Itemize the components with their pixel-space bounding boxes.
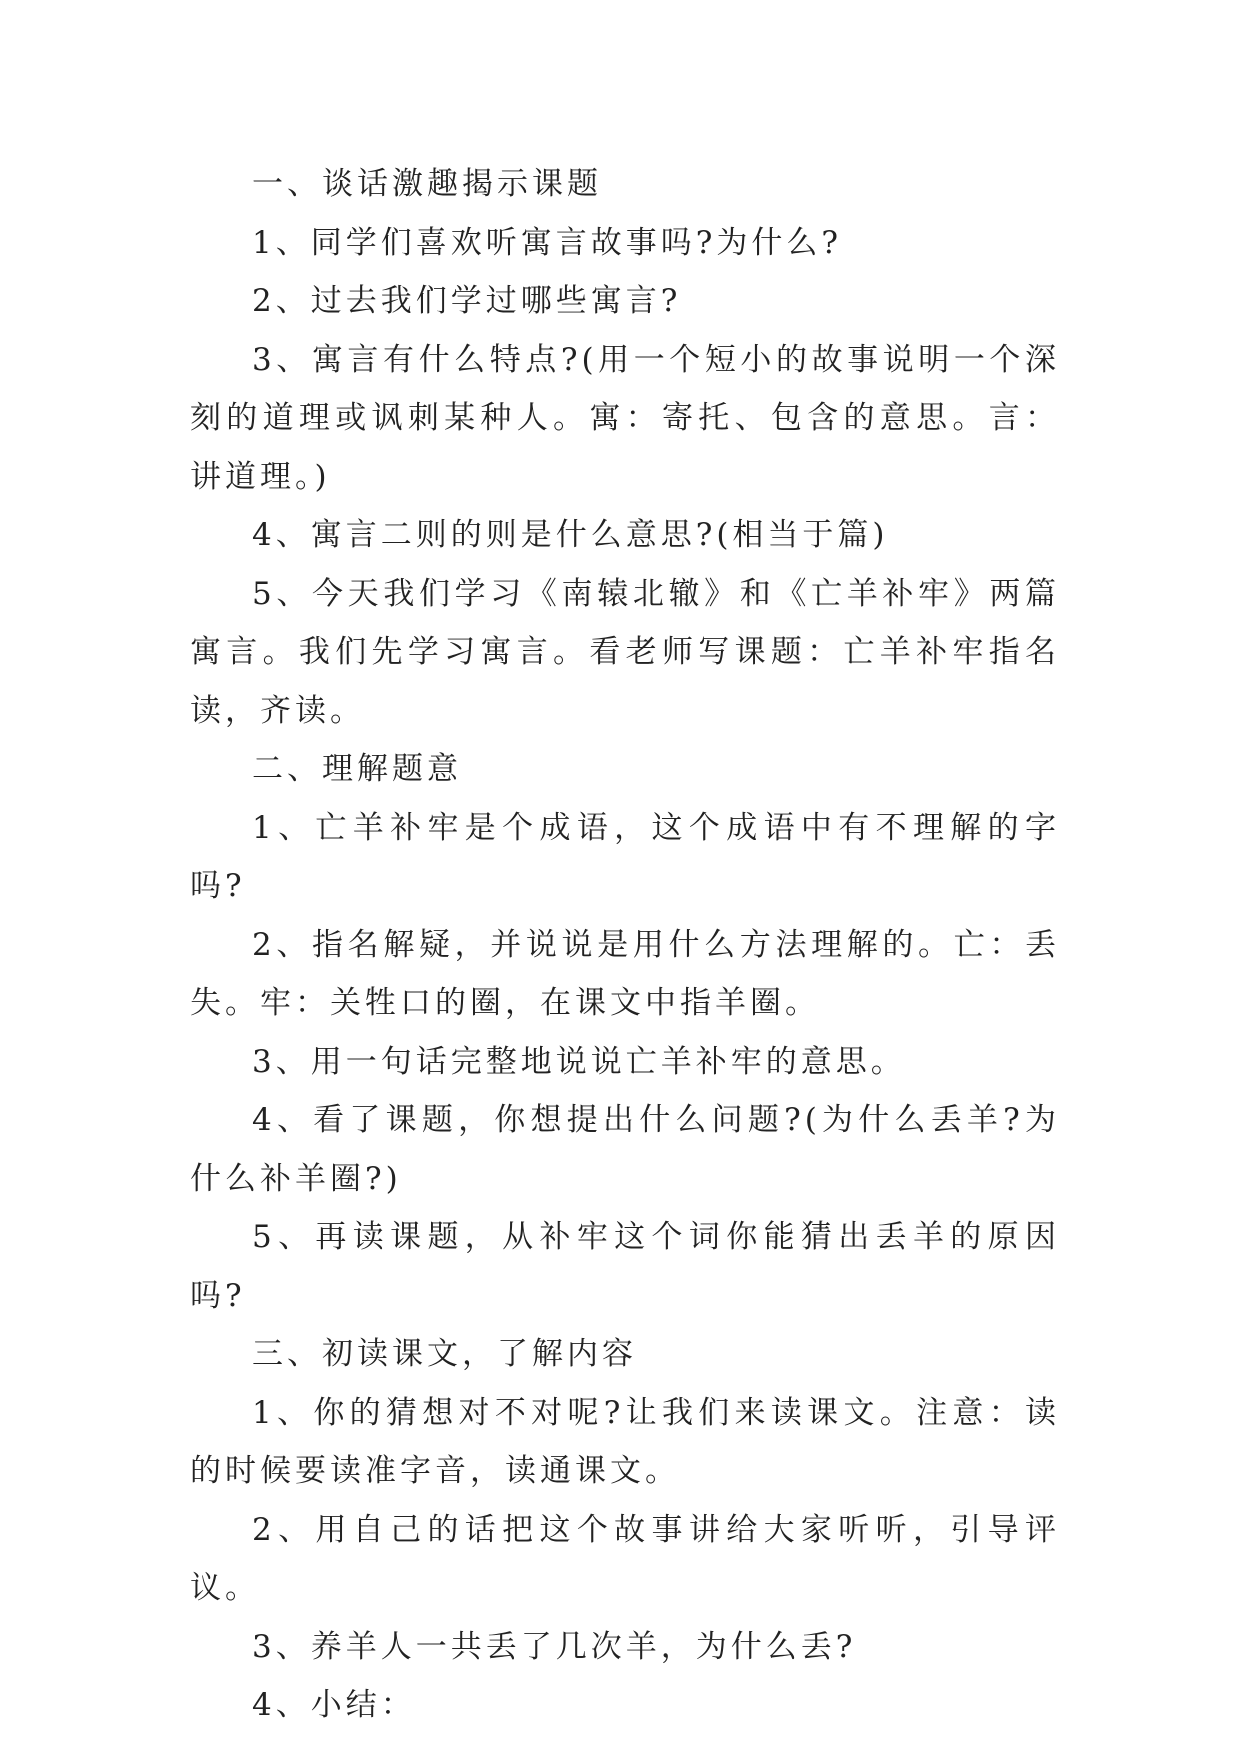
section-heading-3: 三、初读课文，了解内容 [252,1336,637,1372]
paragraph-2-4: 4、看了课题，你想提出什么问题?(为什么丢羊?为什么补羊圈?) [190,1102,1060,1197]
paragraph-2-5: 5、再读课题，从补牢这个词你能猜出丢羊的原因吗? [190,1219,1060,1314]
paragraph-2-3: 3、用一句话完整地说说亡羊补牢的意思。 [252,1043,906,1080]
paragraph-1-5: 5、今天我们学习《南辕北辙》和《亡羊补牢》两篇寓言。我们先学习寓言。看老师写课题：亡羊补牢指名读，齐读。 [190,575,1060,729]
paragraph-1-2: 2、过去我们学过哪些寓言? [252,283,682,319]
section-heading-1: 一、谈话激趣揭示课题 [252,166,602,202]
document-body [190,155,1060,1735]
paragraph-3-4: 4、小结： [252,1687,416,1723]
paragraph-1-3: 3、寓言有什么特点?(用一个短小的故事说明一个深刻的道理或讽刺某种人。寓：寄托、包含的意思。言：讲道理。) [190,341,1060,495]
paragraph-3-2: 2、用自己的话把这个故事讲给大家听听，引导评议。 [190,1511,1060,1606]
paragraph-3-1: 1、你的猜想对不对呢?让我们来读课文。注意：读的时候要读准字音，读通课文。 [190,1394,1060,1489]
paragraph-2-1: 1、亡羊补牢是个成语，这个成语中有不理解的字吗? [190,809,1060,904]
paragraph-2-2: 2、指名解疑，并说说是用什么方法理解的。亡：丢失。牢：关牲口的圈，在课文中指羊圈。 [190,926,1060,1021]
paragraph-1-4: 4、寓言二则的则是什么意思?(相当于篇) [252,517,889,553]
paragraph-1-1: 1、同学们喜欢听寓言故事吗?为什么? [252,224,842,261]
section-heading-2: 二、理解题意 [252,751,462,787]
paragraph-3-3: 3、养羊人一共丢了几次羊，为什么丢? [252,1628,857,1665]
